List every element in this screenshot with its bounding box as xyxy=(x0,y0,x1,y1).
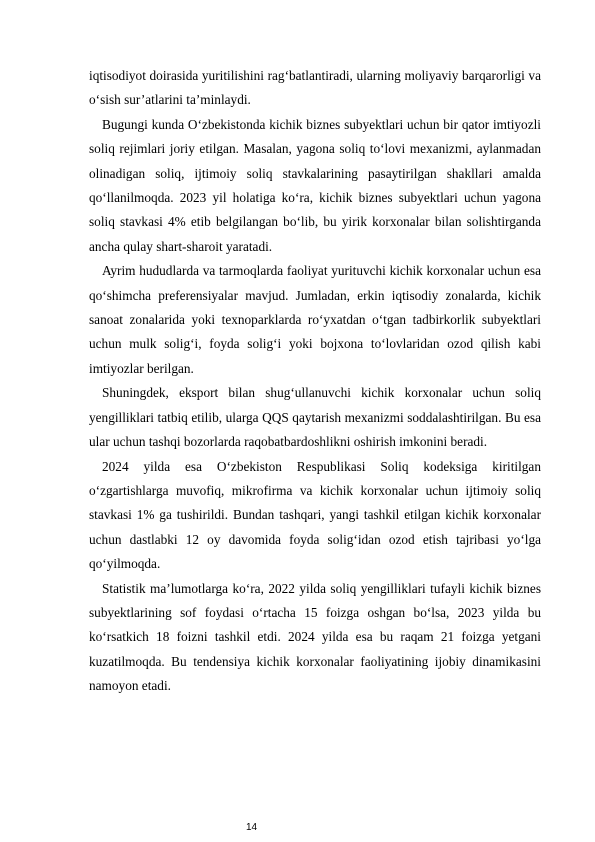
paragraph-2: Bugungi kunda O‘zbekistonda kichik biznes subyektlari uchun bir qator imtiyozli soliq rejimlari joriy etilgan. Masalan, yagona soliq to‘lovi mexanizmi, aylanmadan olinadigan soliq, ijtimoiy soliq stavkalarining pasaytirilgan shakllari amalda qo‘llanilmoqda. 2023 yil holatiga ko‘ra, kichik biznes subyektlari uchun yagona soliq stavkasi 4% etib belgilangan bo‘lib, bu yirik korxonalar bilan solishtirganda ancha qulay shart-sharoit yaratadi. xyxy=(89,116,541,254)
paragraph-1: iqtisodiyot doirasida yuritilishini rag‘batlantiradi, ularning moliyaviy barqarorligi va o‘sish sur’atlarini ta’minlaydi. xyxy=(89,68,541,108)
paragraph-5: 2024 yilda esa O‘zbekiston Respublikasi Soliq kodeksiga kiritilgan o‘zgartishlarga muvofiq, mikrofirma va kichik korxonalar uchun ijtimoiy soliq stavkasi 1% ga tushirildi. Bundan tashqari, yangi tashkil etilgan kichik korxonalar uchun dastlabki 12 oy davomida foyda solig‘idan ozod etish tajribasi yo‘lga qo‘yilmoqda. xyxy=(89,458,541,572)
page-number: 14 xyxy=(246,822,258,833)
paragraph-6: Statistik ma’lumotlarga ko‘ra, 2022 yilda soliq yengilliklari tufayli kichik biznes subyektlarining sof foydasi o‘rtacha 15 foizga oshgan bo‘lsa, 2023 yilda bu ko‘rsatkich 18 foizni tashkil etdi. 2024 yilda esa bu raqam 21 foizga yetgani kuzatilmoqda. Bu tendensiya kichik korxonalar faoliyatining ijobiy dinamikasini namoyon etadi. xyxy=(89,580,541,694)
body-text xyxy=(89,64,541,699)
paragraph-3: Ayrim hududlarda va tarmoqlarda faoliyat yurituvchi kichik korxonalar uchun esa qo‘shimcha preferensiyalar mavjud. Jumladan, erkin iqtisodiy zonalarda, kichik sanoat zonalarida yoki texnoparklarda ro‘yxatdan o‘tgan tadbirkorlik subyektlari uchun mulk solig‘i, foyda solig‘i yoki bojxona to‘lovlaridan ozod qilish kabi imtiyozlar berilgan. xyxy=(89,263,541,376)
paragraph-4: Shuningdek, eksport bilan shug‘ullanuvchi kichik korxonalar uchun soliq yengilliklari tatbiq etilib, ularga QQS qaytarish mexanizmi soddalashtirilgan. Bu esa ular uchun tashqi bozorlarda raqobatbardoshlikni oshirish imkonini beradi. xyxy=(89,385,541,450)
